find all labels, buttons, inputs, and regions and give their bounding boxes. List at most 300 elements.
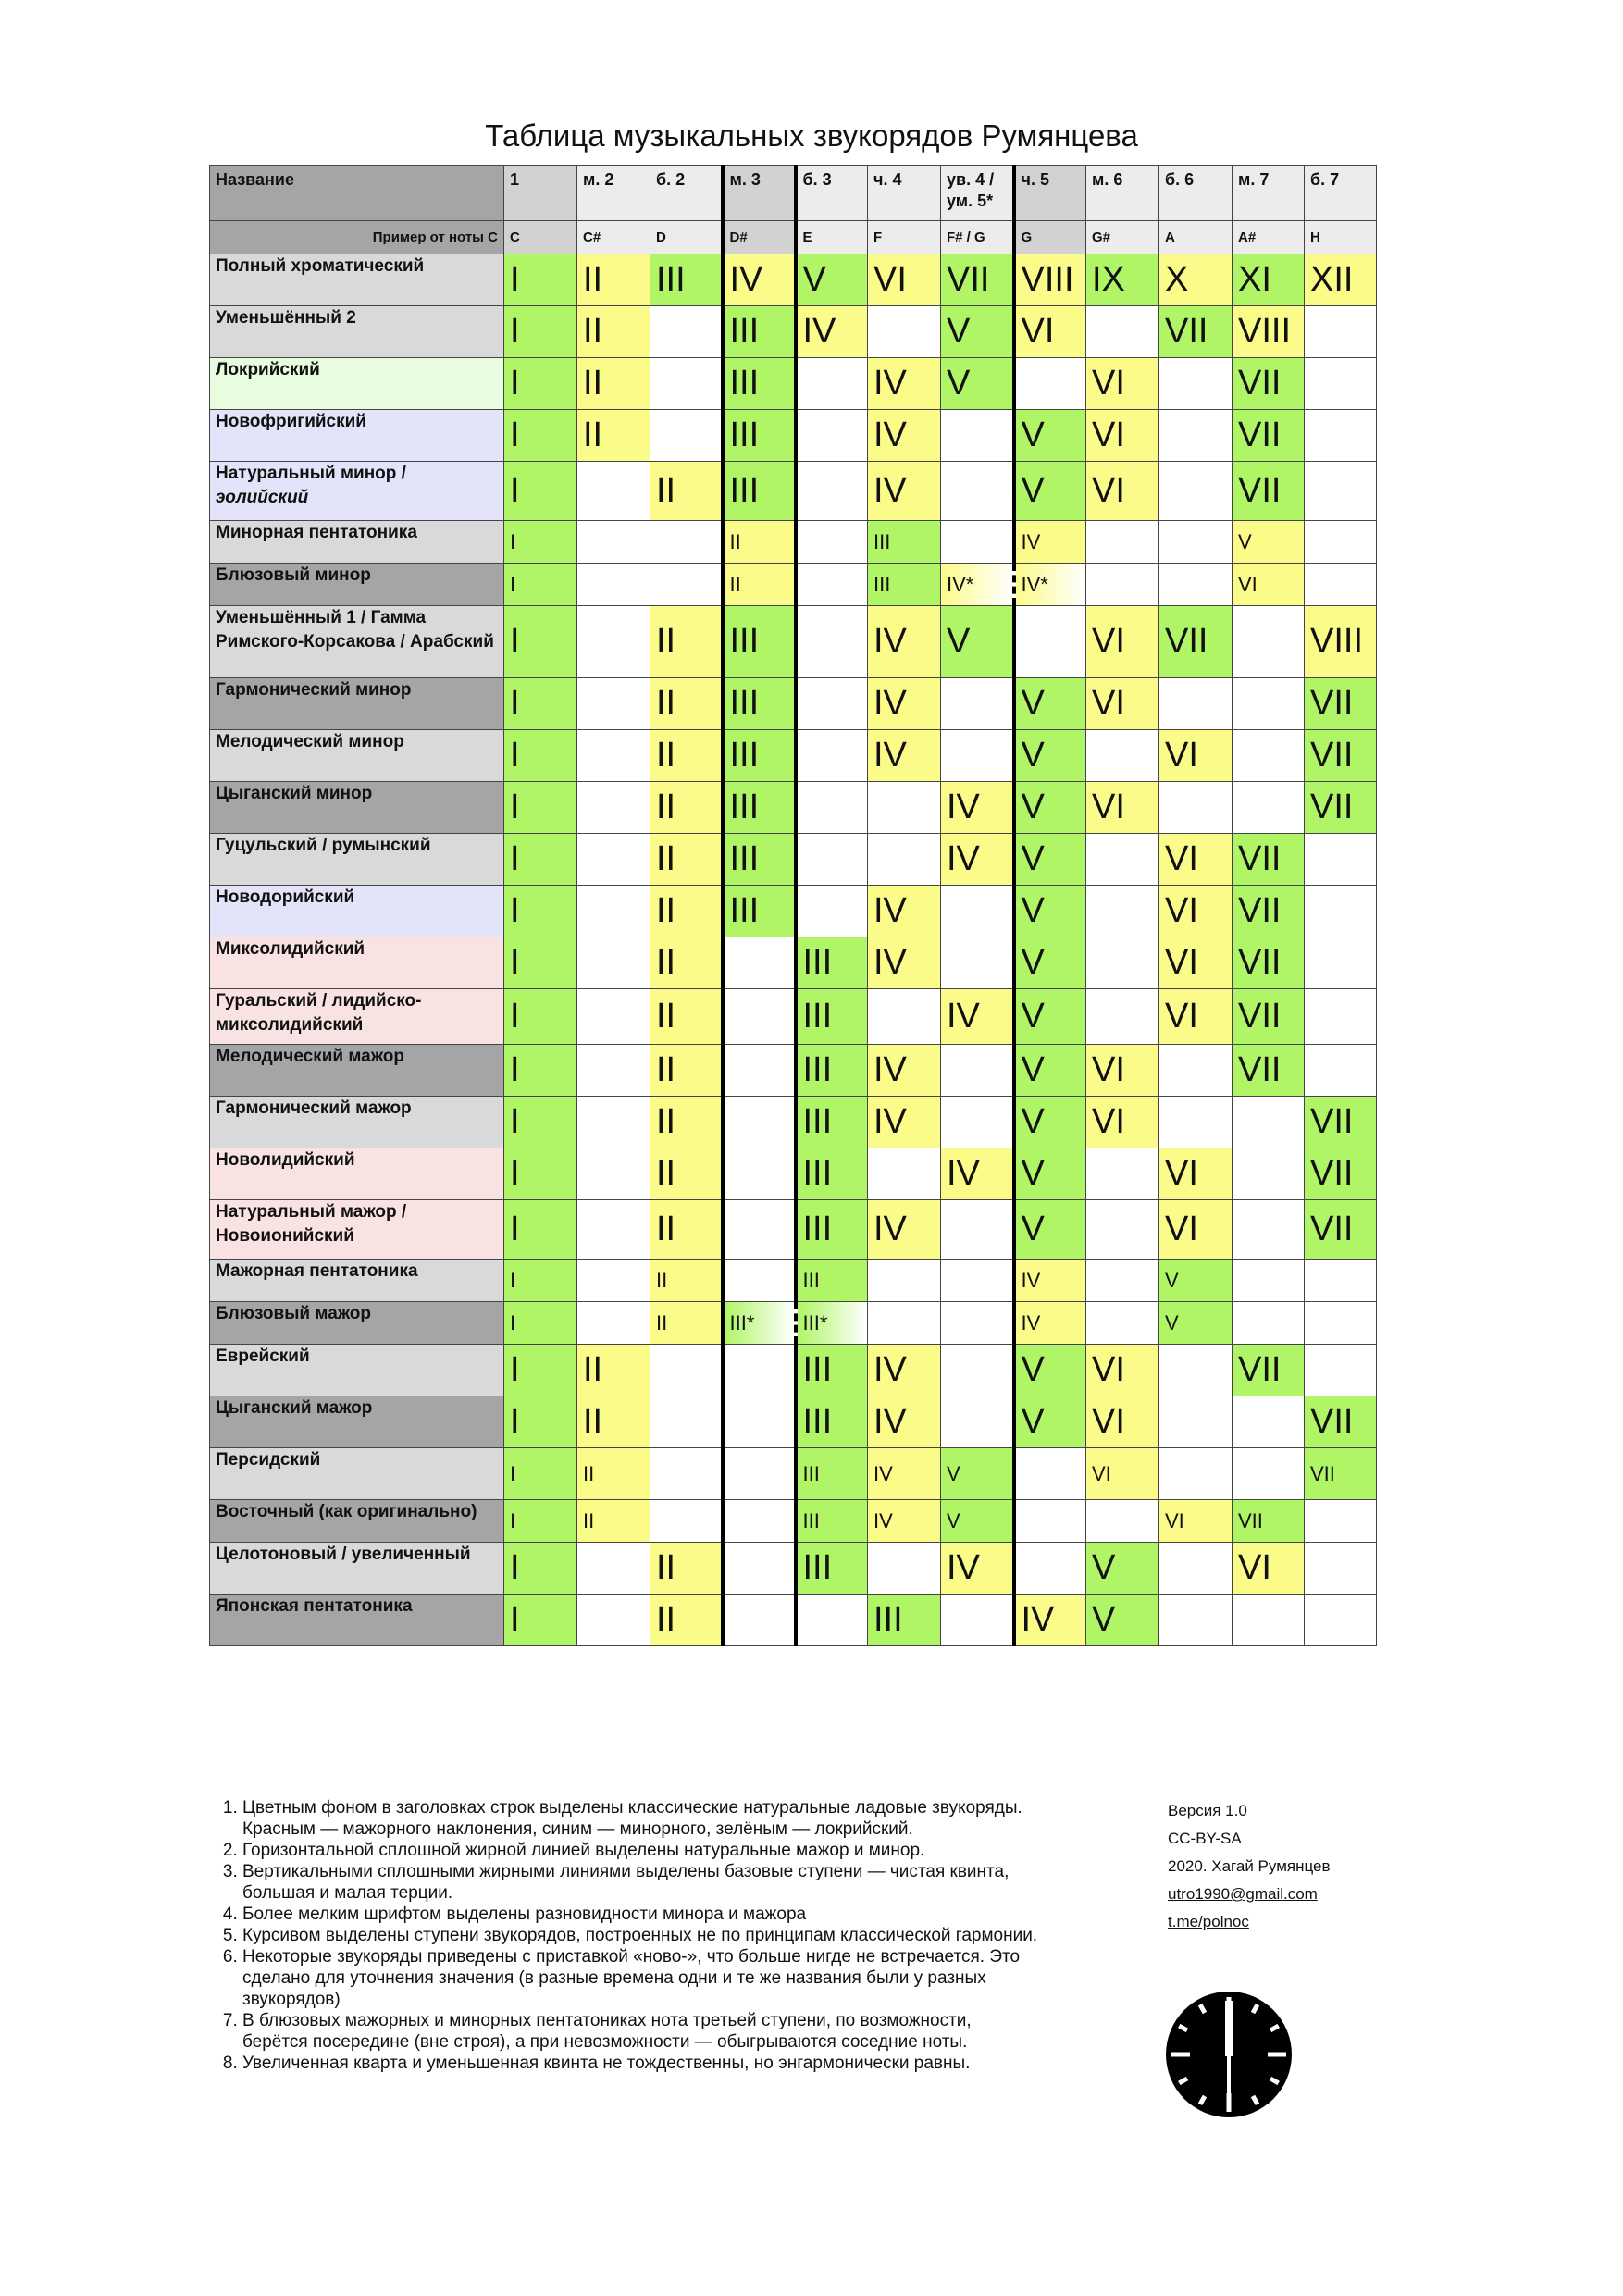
scale-name-мелодический-мажор: [210, 1045, 504, 1097]
degree-label: I: [510, 839, 520, 878]
degree-label: VII: [1238, 471, 1282, 510]
scale-name-гуральский-лидийско-миксолидийский: [210, 989, 504, 1045]
degree-label: I: [510, 1508, 516, 1533]
degree-label: I: [510, 1310, 516, 1334]
degree-cell: [1305, 1200, 1377, 1260]
degree-cell: [723, 989, 796, 1045]
degree-cell: [650, 358, 723, 410]
degree-cell: [504, 937, 577, 989]
scale-row: [210, 606, 1377, 678]
degree-label: V: [1021, 997, 1045, 1036]
degree-cell: [1233, 606, 1305, 678]
degree-label: V: [1021, 471, 1045, 510]
degree-label: IV: [873, 943, 907, 982]
degree-label: IV: [873, 416, 907, 454]
degree-label: II: [656, 788, 676, 826]
scale-name-цыганский-мажор: [210, 1396, 504, 1448]
degree-label: II: [656, 684, 676, 723]
degree-cell: [868, 564, 941, 606]
degree-cell: [868, 1595, 941, 1646]
degree-cell: [796, 410, 868, 462]
degree-cell: [1086, 730, 1159, 782]
scale-name-гармонический-мажор: [210, 1097, 504, 1148]
degree-label: IV: [1021, 1600, 1055, 1639]
degree-cell: [868, 937, 941, 989]
degree-cell: [650, 886, 723, 937]
degree-cell: [868, 1543, 941, 1595]
degree-cell: [796, 564, 868, 606]
degree-label: VI: [1092, 622, 1125, 661]
degree-label: IV: [1021, 1268, 1041, 1292]
degree-cell: [1014, 886, 1086, 937]
degree-cell: [1159, 1595, 1233, 1646]
degree-label: IV: [873, 1350, 907, 1389]
degree-label: IV: [947, 788, 980, 826]
scale-name-text: Новодорийский: [216, 887, 355, 907]
degree-cell: [1014, 606, 1086, 678]
degree-cell: [1159, 606, 1233, 678]
degree-cell: [796, 358, 868, 410]
degree-cell: [1086, 1500, 1159, 1543]
degree-cell: [1159, 678, 1233, 730]
degree-label: V: [1021, 1350, 1045, 1389]
degree-label: III: [729, 622, 760, 661]
degree-cell: [723, 1260, 796, 1302]
degree-cell: [1233, 521, 1305, 564]
scale-name-уменьшённый-2: [210, 306, 504, 358]
degree-cell: [1233, 410, 1305, 462]
degree-cell: [1305, 937, 1377, 989]
degree-label: V: [947, 1461, 960, 1485]
degree-label: I: [510, 1154, 520, 1193]
degree-label: I: [510, 1402, 520, 1441]
footnote-item: 2. Горизонтальной сплошной жирной линией выделены натуральные мажор и минор.: [242, 1840, 1038, 1861]
degree-cell: [1233, 1148, 1305, 1200]
degree-label: IV: [1021, 529, 1041, 553]
degree-label: III: [802, 1050, 833, 1089]
scales-table: [209, 165, 1377, 1646]
degree-label: VII: [1165, 622, 1208, 661]
degree-cell: [723, 1543, 796, 1595]
scale-row: [210, 782, 1377, 834]
degree-cell: [1014, 564, 1086, 606]
degree-label: V: [1238, 529, 1252, 553]
degree-cell: [504, 1396, 577, 1448]
degree-label: V: [1021, 1210, 1045, 1248]
scale-row: [210, 1448, 1377, 1500]
degree-cell: [1233, 1448, 1305, 1500]
degree-label: II: [656, 471, 676, 510]
degree-cell: [941, 1595, 1014, 1646]
degree-cell: [941, 989, 1014, 1045]
degree-label: III: [873, 529, 891, 553]
degree-cell: [723, 254, 796, 306]
scale-name-text: Минорная пентатоника: [216, 523, 417, 542]
degree-cell: [650, 989, 723, 1045]
degree-label: III: [802, 1508, 820, 1533]
degree-cell: [1086, 306, 1159, 358]
degree-cell: [1233, 1260, 1305, 1302]
degree-label: I: [510, 1268, 516, 1292]
scale-name-японская-пентатоника: [210, 1595, 504, 1646]
degree-label: II: [583, 364, 603, 403]
degree-label: VII: [1310, 684, 1354, 723]
degree-cell: [1014, 782, 1086, 834]
degree-cell: [650, 1045, 723, 1097]
degree-cell: [868, 1200, 941, 1260]
degree-label: II: [583, 416, 603, 454]
degree-cell: [1014, 1396, 1086, 1448]
degree-cell: [1014, 410, 1086, 462]
scale-row: [210, 521, 1377, 564]
degree-label: VI: [1092, 1350, 1125, 1389]
degree-label: II: [656, 1310, 668, 1334]
degree-cell: [1086, 410, 1159, 462]
scale-name-text: Новофригийский: [216, 412, 366, 431]
degree-cell: [1305, 1543, 1377, 1595]
degree-cell: [723, 937, 796, 989]
degree-label: III: [802, 1154, 833, 1193]
degree-cell: [577, 358, 650, 410]
degree-label: III: [802, 943, 833, 982]
degree-cell: [577, 1260, 650, 1302]
degree-cell: [1305, 521, 1377, 564]
degree-cell: [868, 1097, 941, 1148]
degree-cell: [1086, 834, 1159, 886]
degree-cell: [868, 254, 941, 306]
degree-label: VII: [1310, 1210, 1354, 1248]
scale-name-text: Целотоновый / увеличенный: [216, 1545, 471, 1564]
scale-name-целотоновый-увеличенный: [210, 1543, 504, 1595]
degree-cell: [723, 834, 796, 886]
degree-cell: [1159, 1345, 1233, 1396]
degree-label: VII: [1238, 1350, 1282, 1389]
scale-name-новофригийский: [210, 410, 504, 462]
degree-cell: [504, 678, 577, 730]
degree-cell: [796, 678, 868, 730]
scale-name-italic-text: эолийский: [216, 488, 309, 507]
scale-name-text: Гармонический мажор: [216, 1098, 412, 1118]
degree-cell: [868, 1396, 941, 1448]
degree-cell: [941, 1200, 1014, 1260]
scale-row: [210, 410, 1377, 462]
degree-cell: [1159, 1448, 1233, 1500]
degree-label: II: [656, 1102, 676, 1141]
degree-cell: [1159, 410, 1233, 462]
degree-label: II: [656, 1268, 668, 1292]
scale-name-text: Уменьшённый 2: [216, 308, 356, 328]
degree-cell: [723, 521, 796, 564]
degree-label: I: [510, 943, 520, 982]
scale-name-text: Японская пентатоника: [216, 1596, 413, 1616]
interval-header: 1: [504, 166, 577, 221]
degree-label: II: [656, 839, 676, 878]
note-header: E: [796, 221, 868, 254]
note-header: G: [1014, 221, 1086, 254]
degree-cell: [1014, 989, 1086, 1045]
degree-cell: [941, 1448, 1014, 1500]
degree-label: III: [802, 1268, 820, 1292]
interval-header: б. 6: [1159, 166, 1233, 221]
clock-icon: [1164, 1990, 1294, 2119]
degree-cell: [868, 1345, 941, 1396]
degree-cell: [941, 521, 1014, 564]
degree-cell: [868, 989, 941, 1045]
scale-name-натуральный-мажор-новоионийский: [210, 1200, 504, 1260]
degree-cell: [1159, 834, 1233, 886]
scale-name-text: Локрийский: [216, 360, 320, 379]
degree-label: V: [1021, 1402, 1045, 1441]
degree-label: V: [947, 312, 971, 351]
footnote-item: 8. Увеличенная кварта и уменьшенная квинта не тождественны, но энгармонически равны.: [242, 2053, 1038, 2074]
degree-label: IV: [873, 891, 907, 930]
degree-label: I: [510, 684, 520, 723]
degree-cell: [504, 886, 577, 937]
degree-cell: [796, 521, 868, 564]
degree-cell: [650, 462, 723, 521]
degree-cell: [723, 886, 796, 937]
scale-row: [210, 1260, 1377, 1302]
degree-cell: [723, 1500, 796, 1543]
degree-label: I: [510, 622, 520, 661]
degree-cell: [650, 782, 723, 834]
degree-cell: [577, 462, 650, 521]
scale-name-мелодический-минор: [210, 730, 504, 782]
degree-label: III: [802, 1461, 820, 1485]
degree-cell: [1305, 1500, 1377, 1543]
degree-cell: [1233, 1302, 1305, 1345]
degree-label: XII: [1310, 260, 1354, 299]
degree-label: V: [802, 260, 826, 299]
degree-cell: [1014, 306, 1086, 358]
scale-name-text: Натуральный минор /: [216, 464, 406, 483]
degree-label: VIII: [1310, 622, 1364, 661]
degree-label: V: [1021, 1102, 1045, 1141]
degree-label: II: [656, 1050, 676, 1089]
degree-cell: [1159, 782, 1233, 834]
degree-cell: [1014, 1148, 1086, 1200]
degree-label: II: [656, 943, 676, 982]
degree-label: II: [656, 997, 676, 1036]
scale-row: [210, 937, 1377, 989]
degree-label: III: [802, 1210, 833, 1248]
degree-label: VI: [1165, 1508, 1184, 1533]
degree-cell: [1233, 254, 1305, 306]
degree-cell: [577, 1097, 650, 1148]
scale-name-локрийский: [210, 358, 504, 410]
degree-label: VI: [1092, 416, 1125, 454]
degree-cell: [796, 1097, 868, 1148]
degree-label: VI: [1165, 1154, 1198, 1193]
degree-cell: [941, 462, 1014, 521]
scale-name-text: Гармонический минор: [216, 680, 412, 700]
degree-label: II: [583, 1402, 603, 1441]
degree-cell: [941, 1543, 1014, 1595]
note-header: A#: [1233, 221, 1305, 254]
degree-cell: [1086, 937, 1159, 989]
degree-cell: [1086, 1448, 1159, 1500]
degree-cell: [504, 1260, 577, 1302]
degree-cell: [1305, 1595, 1377, 1646]
degree-cell: [504, 358, 577, 410]
degree-cell: [1086, 462, 1159, 521]
scale-name-цыганский-минор: [210, 782, 504, 834]
degree-cell: [1086, 1260, 1159, 1302]
degree-cell: [723, 1448, 796, 1500]
degree-cell: [723, 410, 796, 462]
degree-label: II: [729, 572, 741, 596]
degree-label: V: [1092, 1600, 1116, 1639]
degree-cell: [1159, 254, 1233, 306]
degree-cell: [1233, 834, 1305, 886]
scale-name-text: Натуральный мажор / Новоионийский: [216, 1202, 407, 1246]
degree-cell: [504, 1302, 577, 1345]
interval-header: б. 7: [1305, 166, 1377, 221]
degree-cell: [1014, 1500, 1086, 1543]
degree-cell: [796, 1260, 868, 1302]
degree-cell: [1159, 1200, 1233, 1260]
degree-cell: [723, 1302, 796, 1345]
degree-label: III: [729, 684, 760, 723]
degree-cell: [1233, 1500, 1305, 1543]
degree-label: III: [656, 260, 686, 299]
degree-cell: [723, 1200, 796, 1260]
degree-cell: [577, 1302, 650, 1345]
degree-cell: [1305, 564, 1377, 606]
degree-label: VII: [1238, 416, 1282, 454]
degree-cell: [577, 937, 650, 989]
degree-label: VII: [947, 260, 990, 299]
degree-label: V: [1021, 788, 1045, 826]
scale-row: [210, 1500, 1377, 1543]
degree-cell: [1233, 1200, 1305, 1260]
note-header: H: [1305, 221, 1377, 254]
degree-cell: [650, 410, 723, 462]
degree-cell: [650, 1345, 723, 1396]
degree-label: IV*: [1021, 572, 1048, 596]
page-title: Таблица музыкальных звукорядов Румянцева: [485, 118, 1138, 153]
degree-label: IV: [873, 1402, 907, 1441]
degree-cell: [1305, 1097, 1377, 1148]
degree-label: VII: [1238, 1050, 1282, 1089]
degree-cell: [868, 1148, 941, 1200]
degree-cell: [577, 1448, 650, 1500]
degree-cell: [650, 1148, 723, 1200]
degree-label: II: [729, 529, 741, 553]
degree-label: VI: [1165, 839, 1198, 878]
degree-cell: [504, 564, 577, 606]
scale-name-натуральный-минор-эолийский: [210, 462, 504, 521]
telegram-link[interactable]: t.me/polnoc: [1168, 1913, 1249, 1930]
degree-cell: [796, 1148, 868, 1200]
degree-label: III: [729, 416, 760, 454]
degree-cell: [1086, 1345, 1159, 1396]
degree-cell: [1086, 1595, 1159, 1646]
degree-cell: [868, 410, 941, 462]
scale-row: [210, 1148, 1377, 1200]
version-text: Версия 1.0: [1168, 1802, 1247, 1819]
degree-cell: [1159, 1045, 1233, 1097]
scale-name-text: Гуральский / лидийско-миксолидийский: [216, 991, 422, 1035]
degree-label: III: [729, 471, 760, 510]
degree-label: VI: [1165, 943, 1198, 982]
degree-cell: [1233, 306, 1305, 358]
degree-label: VI: [1165, 997, 1198, 1036]
degree-cell: [941, 1260, 1014, 1302]
degree-cell: [577, 1595, 650, 1646]
degree-label: IV: [873, 1210, 907, 1248]
degree-label: VII: [1238, 839, 1282, 878]
interval-header: ч. 5: [1014, 166, 1086, 221]
degree-cell: [796, 989, 868, 1045]
degree-label: III: [729, 736, 760, 775]
degree-cell: [1014, 1448, 1086, 1500]
interval-header: м. 2: [577, 166, 650, 221]
degree-label: I: [510, 1050, 520, 1089]
degree-cell: [941, 1097, 1014, 1148]
degree-label: II: [583, 1350, 603, 1389]
degree-cell: [868, 782, 941, 834]
degree-cell: [1305, 306, 1377, 358]
interval-header: ч. 4: [868, 166, 941, 221]
degree-label: VII: [1310, 1102, 1354, 1141]
degree-cell: [796, 1396, 868, 1448]
degree-cell: [1086, 358, 1159, 410]
degree-label: III: [729, 839, 760, 878]
degree-cell: [1014, 1595, 1086, 1646]
degree-cell: [504, 1148, 577, 1200]
degree-cell: [1014, 730, 1086, 782]
degree-cell: [1159, 1260, 1233, 1302]
degree-cell: [1086, 564, 1159, 606]
degree-cell: [796, 937, 868, 989]
degree-cell: [504, 1045, 577, 1097]
degree-cell: [796, 1500, 868, 1543]
degree-cell: [1305, 678, 1377, 730]
degree-cell: [650, 1097, 723, 1148]
scale-row: [210, 306, 1377, 358]
degree-label: VI: [1092, 684, 1125, 723]
degree-cell: [1305, 1045, 1377, 1097]
degree-label: I: [510, 572, 516, 596]
degree-label: II: [583, 1461, 595, 1485]
degree-cell: [577, 782, 650, 834]
degree-cell: [868, 1500, 941, 1543]
degree-cell: [723, 730, 796, 782]
scale-name-text: Гуцульский / румынский: [216, 836, 431, 855]
scale-name-миксолидийский: [210, 937, 504, 989]
interval-header: м. 6: [1086, 166, 1159, 221]
scale-row: [210, 358, 1377, 410]
degree-label: III: [873, 572, 891, 596]
degree-label: III: [729, 364, 760, 403]
degree-cell: [941, 782, 1014, 834]
degree-cell: [1159, 989, 1233, 1045]
email-link[interactable]: utro1990@gmail.com: [1168, 1885, 1318, 1903]
degree-label: VII: [1310, 1461, 1335, 1485]
degree-label: I: [510, 1548, 520, 1587]
degree-label: VI: [1165, 736, 1198, 775]
scale-row: [210, 886, 1377, 937]
degree-cell: [1233, 1045, 1305, 1097]
degree-cell: [868, 834, 941, 886]
degree-cell: [796, 254, 868, 306]
scale-name-еврейский: [210, 1345, 504, 1396]
degree-cell: [1305, 989, 1377, 1045]
degree-cell: [1159, 564, 1233, 606]
degree-cell: [1159, 1148, 1233, 1200]
degree-label: III: [802, 1402, 833, 1441]
